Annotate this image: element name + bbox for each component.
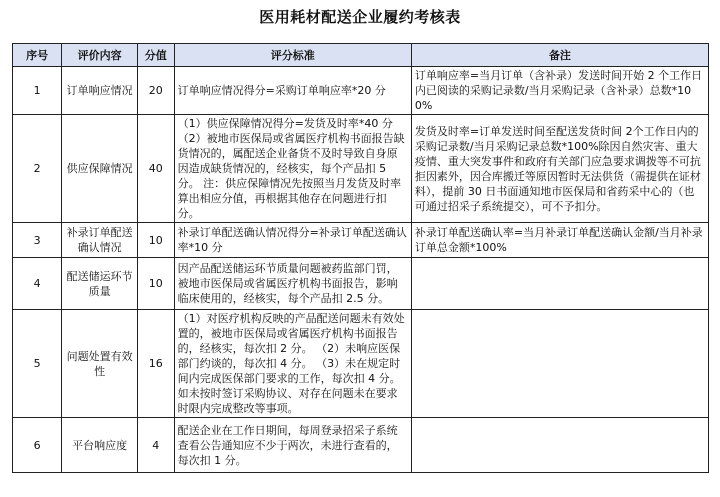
cell-note: 发货及时率=订单发送时间至配送发货时间 2个工作日内的采购记录数/当月采购记录总数*100%除因自然灾害、重大疫情、重大突发事件和政府有关部门应急要求调拨等不可抗拒因素外，因合库搬迁等原因暂时无法供货（需提供在证材料），提前 30 日书面通知地市医保局和省药采中心的（也可通过招采子系统提交），可不予扣分。 xyxy=(411,115,708,223)
cell-item: 订单响应情况 xyxy=(62,67,138,115)
cell-item: 补录订单配送确认情况 xyxy=(62,223,138,258)
table-header-row xyxy=(13,44,709,67)
cell-criteria: 订单响应情况得分=采购订单响应率*20 分 xyxy=(174,67,411,115)
cell-score: 40 xyxy=(137,115,174,223)
cell-no: 4 xyxy=(13,258,62,310)
header-item: 评价内容 xyxy=(62,44,138,67)
cell-score: 20 xyxy=(137,67,174,115)
cell-note: 补录订单配送确认率=当月补录订单配送确认金额/当月补录订单总金额*100% xyxy=(411,223,708,258)
header-criteria: 评分标准 xyxy=(174,44,411,67)
cell-no: 3 xyxy=(13,223,62,258)
cell-criteria: 因产品配送储运环节质量问题被药监部门罚，被地市医保局或省属医疗机构书面报告，影响临床使用的，经核实，每个产品扣 2.5 分。 xyxy=(174,258,411,310)
cell-criteria: 补录订单配送确认情况得分=补录订单配送确认率*10 分 xyxy=(174,223,411,258)
cell-criteria: （1）供应保障情况得分=发货及时率*40 分 （2）被地市医保局或省属医疗机构书面报告缺货情况的，属配送企业备货不及时导致自身原因造成缺货情况的，经核实，每个产品扣 5 分。 注：供应保障情况先按照当月发货及时率算出相应分值，再根据其他存在问题进行扣分。 xyxy=(174,115,411,223)
cell-item: 供应保障情况 xyxy=(62,115,138,223)
cell-note xyxy=(411,258,708,310)
cell-no: 6 xyxy=(13,418,62,473)
cell-score: 4 xyxy=(137,418,174,473)
header-no: 序号 xyxy=(13,44,62,67)
header-score: 分值 xyxy=(137,44,174,67)
cell-note xyxy=(411,418,708,473)
table-row xyxy=(13,258,709,310)
cell-criteria: 配送企业在工作日期间，每周登录招采子系统查看公告通知应不少于两次，未进行查看的，每次扣 1 分。 xyxy=(174,418,411,473)
table-row xyxy=(13,223,709,258)
cell-no: 2 xyxy=(13,115,62,223)
cell-score: 16 xyxy=(137,310,174,418)
cell-criteria: （1）对医疗机构反映的产品配送问题未有效处置的，被地市医保局或省属医疗机构书面报告的，经核实，每次扣 2 分。 （2）未响应医保部门约谈的，每次扣 4 分。 （3）未在规定时间内完成医保部门要求的工作，每次扣 4 分。如未按时签订采购协议、对存在问题未在要求时限内完成整改等事项。 xyxy=(174,310,411,418)
cell-no: 1 xyxy=(13,67,62,115)
cell-item: 问题处置有效性 xyxy=(62,310,138,418)
cell-score: 10 xyxy=(137,223,174,258)
cell-score: 10 xyxy=(137,258,174,310)
cell-item: 平台响应度 xyxy=(62,418,138,473)
cell-note: 订单响应率=当月订单（含补录）发送时间开始 2 个工作日内已阅读的采购记录数/当月采购记录（含补录）总数*100% xyxy=(411,67,708,115)
cell-note xyxy=(411,310,708,418)
table-row xyxy=(13,67,709,115)
table-row xyxy=(13,418,709,473)
assessment-table xyxy=(12,43,709,473)
cell-item: 配送储运环节质量 xyxy=(62,258,138,310)
cell-no: 5 xyxy=(13,310,62,418)
table-row xyxy=(13,115,709,223)
page-title: 医用耗材配送企业履约考核表 xyxy=(259,8,461,26)
table-row xyxy=(13,310,709,418)
header-note: 备注 xyxy=(411,44,708,67)
